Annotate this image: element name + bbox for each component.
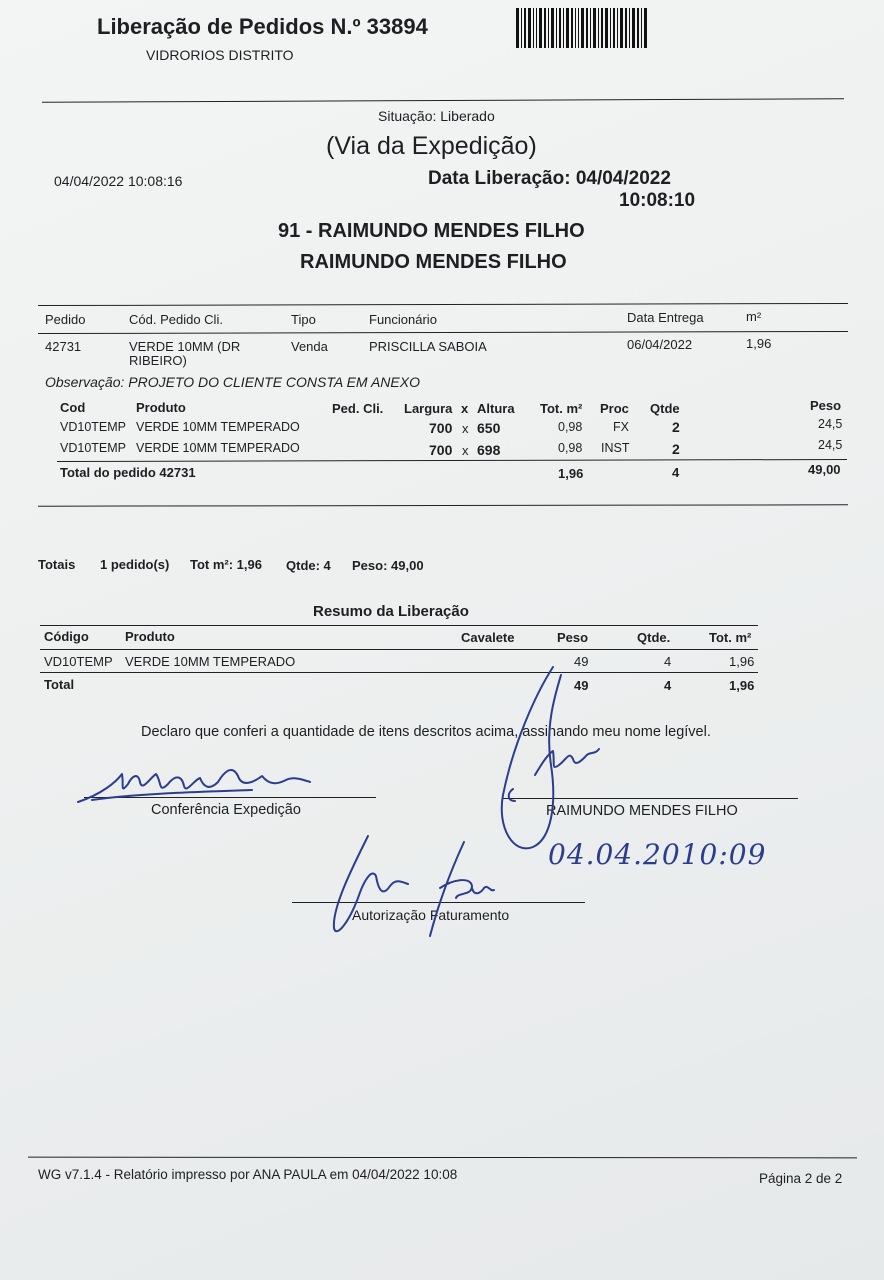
conferencia-label: Conferência Expedição <box>151 802 301 818</box>
liberacao-time: 10:08:10 <box>619 190 696 211</box>
order-m2: 1,96 <box>746 336 772 351</box>
order-data-entrega: 06/04/2022 <box>627 337 693 352</box>
print-datetime: 04/04/2022 10:08:16 <box>54 173 183 189</box>
col-proc: Proc <box>600 401 629 416</box>
col-m2: m² <box>746 309 762 324</box>
barcode <box>516 8 656 48</box>
col-ped-cli: Ped. Cli. <box>332 401 384 416</box>
resumo-total-qtde: 4 <box>664 678 672 693</box>
item-peso: 24,5 <box>818 417 843 431</box>
resumo-title: Resumo da Liberação <box>313 603 469 620</box>
col-peso: Peso <box>810 398 842 413</box>
item-largura: 700 <box>429 442 453 458</box>
liberacao-date: Data Liberação: 04/04/2022 <box>428 168 671 189</box>
resumo-produto: VERDE 10MM TEMPERADO <box>125 654 296 669</box>
order-cod-cli-line2: RIBEIRO) <box>129 353 187 368</box>
divider <box>38 331 848 334</box>
handwritten-date: 04.04.2010:09 <box>548 838 767 871</box>
page-number: Página 2 de 2 <box>759 1171 843 1186</box>
divider <box>40 649 758 650</box>
totais-peso: Peso: 49,00 <box>352 558 424 573</box>
total-pedido-qtde: 4 <box>672 465 680 480</box>
situacao: Situação: Liberado <box>378 108 495 124</box>
col-qtde: Qtde <box>650 401 680 416</box>
col-cod: Cod <box>60 400 86 415</box>
col-tot-m2: Tot. m² <box>540 401 583 416</box>
item-cod: VD10TEMP <box>60 441 126 455</box>
signature-autorizacao <box>322 828 512 940</box>
resumo-col-cavalete: Cavalete <box>461 630 515 645</box>
resumo-peso: 49 <box>574 654 589 669</box>
signature-cliente <box>495 655 615 865</box>
col-pedido: Pedido <box>45 312 86 327</box>
via-label: (Via da Expedição) <box>326 132 537 160</box>
item-tot-m2: 0,98 <box>558 420 583 434</box>
order-cod-cli-line1: VERDE 10MM (DR <box>129 339 241 354</box>
autorizacao-label: Autorização Faturamento <box>352 907 510 923</box>
item-proc: FX <box>613 420 629 434</box>
footer-print-info: WG v7.1.4 - Relatório impresso por ANA PAULA em 04/04/2022 10:08 <box>38 1167 458 1182</box>
item-altura: 698 <box>477 442 501 458</box>
col-data-entrega: Data Entrega <box>627 310 704 325</box>
divider <box>57 459 847 462</box>
resumo-col-produto: Produto <box>125 629 175 644</box>
resumo-total-peso: 49 <box>574 678 589 693</box>
divider <box>40 672 758 673</box>
observacao: Observação: PROJETO DO CLIENTE CONSTA EM ANEXO <box>45 374 420 390</box>
resumo-col-codigo: Código <box>44 629 89 644</box>
company-name: VIDRORIOS DISTRITO <box>146 47 294 63</box>
resumo-col-peso: Peso <box>557 630 589 645</box>
item-tot-m2: 0,98 <box>558 441 583 455</box>
order-tipo: Venda <box>291 339 328 354</box>
divider <box>38 303 848 306</box>
item-qtde: 2 <box>672 419 680 435</box>
item-altura: 650 <box>477 420 501 436</box>
totais-pedidos: 1 pedido(s) <box>100 557 170 572</box>
resumo-col-tot-m2: Tot. m² <box>709 630 752 645</box>
client-name: RAIMUNDO MENDES FILHO <box>300 251 567 273</box>
total-pedido-m2: 1,96 <box>558 466 584 481</box>
divider <box>38 504 848 506</box>
document-title: Liberação de Pedidos N.º 33894 <box>97 14 428 39</box>
col-tipo: Tipo <box>291 312 316 327</box>
item-x: x <box>462 421 469 436</box>
col-funcionario: Funcionário <box>369 312 437 327</box>
item-produto: VERDE 10MM TEMPERADO <box>136 441 300 455</box>
resumo-codigo: VD10TEMP <box>44 654 113 669</box>
col-produto: Produto <box>136 400 186 415</box>
col-altura: Altura <box>477 401 515 416</box>
item-x: x <box>462 443 469 458</box>
col-largura: Largura <box>404 401 453 416</box>
cliente-label: RAIMUNDO MENDES FILHO <box>546 803 738 819</box>
item-produto: VERDE 10MM TEMPERADO <box>136 420 300 434</box>
client-code-name: 91 - RAIMUNDO MENDES FILHO <box>278 220 585 242</box>
order-pedido: 42731 <box>45 339 82 354</box>
total-pedido-peso: 49,00 <box>808 462 841 477</box>
resumo-total-label: Total <box>44 677 75 692</box>
total-pedido-label: Total do pedido 42731 <box>60 465 196 480</box>
item-peso: 24,5 <box>818 438 843 452</box>
resumo-total-tot-m2: 1,96 <box>729 678 755 693</box>
col-x: x <box>461 401 469 416</box>
item-proc: INST <box>601 441 630 455</box>
signature-conferencia <box>72 760 322 810</box>
col-cod-pedido-cli: Cód. Pedido Cli. <box>129 312 223 327</box>
totais-label: Totais <box>38 557 76 572</box>
divider <box>28 1157 857 1159</box>
order-funcionario: PRISCILLA SABOIA <box>369 339 487 354</box>
resumo-qtde: 4 <box>664 654 672 669</box>
totais-m2: Tot m²: 1,96 <box>190 557 262 572</box>
item-largura: 700 <box>429 420 453 436</box>
divider <box>42 98 844 102</box>
declaration-text: Declaro que conferi a quantidade de itens descritos acima, assinando meu nome legível. <box>141 724 711 740</box>
totais-qtde: Qtde: 4 <box>286 558 331 573</box>
resumo-col-qtde: Qtde. <box>637 630 671 645</box>
item-qtde: 2 <box>672 441 680 457</box>
divider <box>40 625 758 626</box>
resumo-tot-m2: 1,96 <box>729 654 755 669</box>
item-cod: VD10TEMP <box>60 420 126 434</box>
